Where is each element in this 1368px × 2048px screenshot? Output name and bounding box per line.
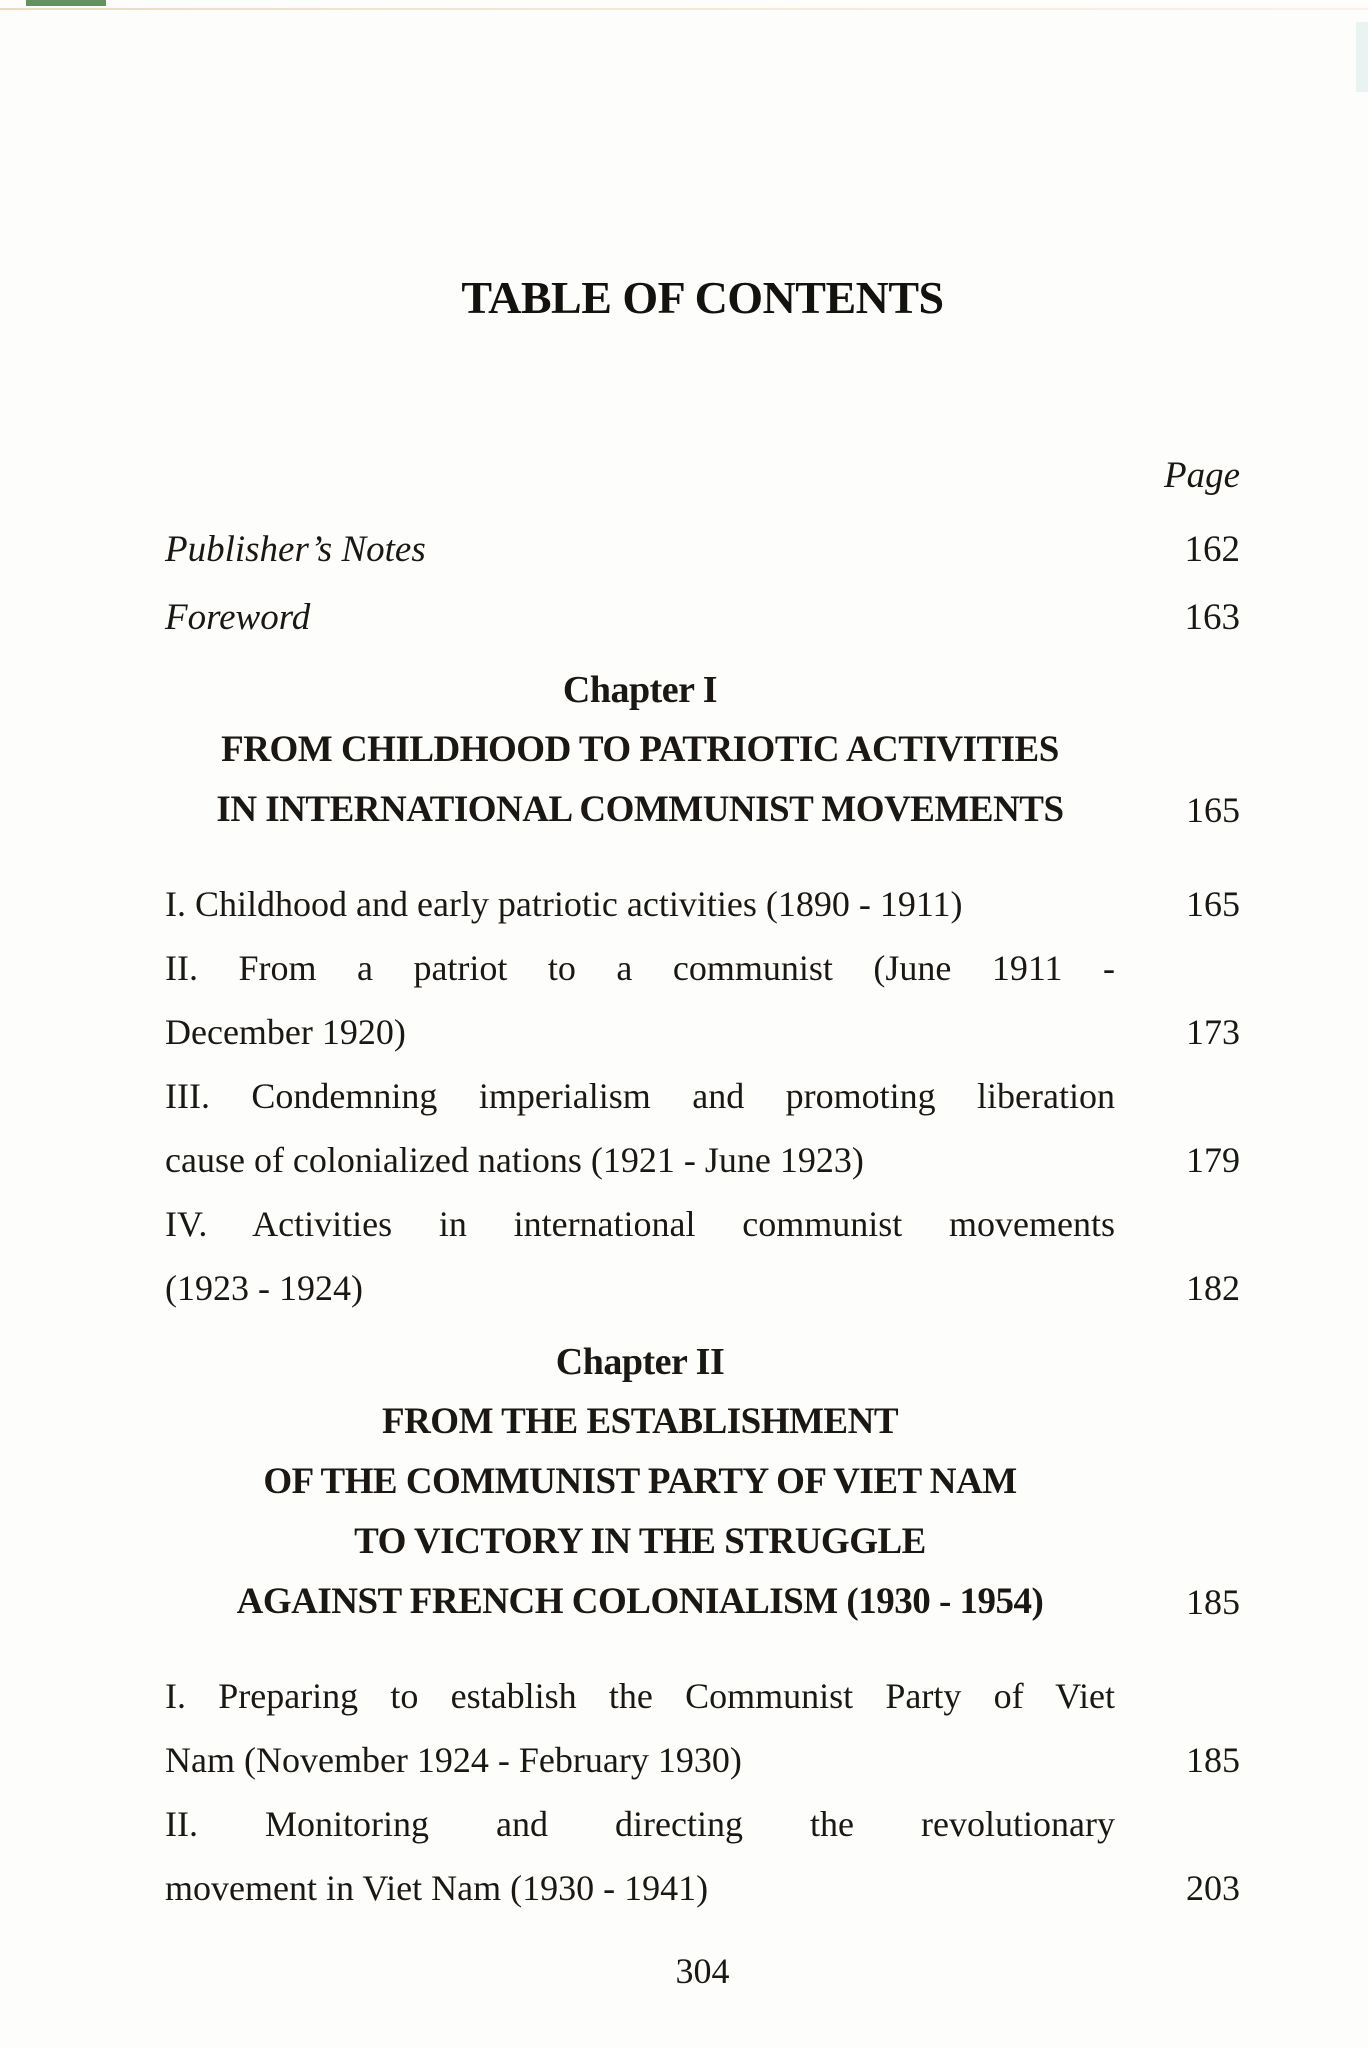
chapter-2-title-line: TO VICTORY IN THE STRUGGLE (354, 1521, 926, 1562)
entry-line: cause of colonialized nations (1921 - June 1923) (165, 1140, 864, 1180)
scan-edge-artifact (26, 0, 106, 6)
book-page-number: 304 (675, 1951, 730, 1991)
entry-line: Nam (November 1924 - February 1930) (165, 1740, 742, 1780)
scan-right-artifact (1356, 22, 1368, 92)
chapter-1-entries (165, 872, 1240, 1320)
entry-line: II. Monitoring and directing the revolutionary (165, 1804, 1115, 1844)
entry-line: II. From a patriot to a communist (June 1911 - (165, 948, 1115, 988)
chapter-1-section (165, 660, 1240, 1320)
entry-page-number: 179 (1186, 1140, 1240, 1180)
toc-entry-publishers-notes (165, 516, 1240, 584)
entry-page-number: 163 (1184, 597, 1240, 638)
entry-line: movement in Viet Nam (1930 - 1941) (165, 1868, 709, 1908)
toc-entry-foreword (165, 584, 1240, 652)
toc-content (165, 0, 1240, 1920)
chapter-2-title-line: OF THE COMMUNIST PARTY OF VIET NAM (263, 1461, 1017, 1502)
page-column-header: Page (1163, 455, 1240, 496)
toc-entry (165, 936, 1240, 1064)
toc-entry (165, 872, 1240, 936)
toc-entry (165, 1064, 1240, 1192)
entry-line: III. Condemning imperialism and promoting liberation (165, 1076, 1115, 1116)
entry-page-number: 165 (1186, 884, 1240, 924)
chapter-2-entries (165, 1664, 1240, 1920)
toc-entry (165, 1792, 1240, 1920)
chapter-1-heading: Chapter I (562, 669, 718, 711)
chapter-2-title-line: FROM THE ESTABLISHMENT (381, 1401, 898, 1442)
entry-line: IV. Activities in international communist movements (165, 1204, 1115, 1244)
entry-line: I. Childhood and early patriotic activities (1890 - 1911) (165, 884, 963, 924)
entry-line: (1923 - 1924) (165, 1268, 363, 1308)
entry-page-number: 162 (1184, 529, 1240, 570)
chapter-2-page-number: 185 (1186, 1582, 1240, 1622)
chapter-1-title-line: FROM CHILDHOOD TO PATRIOTIC ACTIVITIES (221, 729, 1059, 770)
entry-label: Foreword (165, 597, 311, 638)
front-matter-list (165, 516, 1240, 652)
entry-line: December 1920) (165, 1012, 406, 1052)
chapter-2-section (165, 1332, 1240, 1920)
chapter-2-title-line (165, 1572, 1240, 1632)
entry-label: Publisher’s Notes (165, 529, 426, 570)
toc-entry (165, 1192, 1240, 1320)
chapter-1-page-number: 165 (1186, 790, 1240, 830)
chapter-2-heading: Chapter II (555, 1341, 725, 1383)
entry-page-number: 185 (1186, 1740, 1240, 1780)
chapter-1-title-line (165, 780, 1240, 840)
toc-entry (165, 1664, 1240, 1792)
entry-page-number: 173 (1186, 1012, 1240, 1052)
entry-page-number: 182 (1186, 1268, 1240, 1308)
page-title: TABLE OF CONTENTS (461, 272, 944, 323)
entry-line: I. Preparing to establish the Communist Party of Viet (165, 1676, 1115, 1716)
chapter-1-title-text: IN INTERNATIONAL COMMUNIST MOVEMENTS (216, 789, 1064, 830)
entry-page-number: 203 (1186, 1868, 1240, 1908)
chapter-2-title-text: AGAINST FRENCH COLONIALISM (1930 - 1954) (236, 1581, 1044, 1622)
